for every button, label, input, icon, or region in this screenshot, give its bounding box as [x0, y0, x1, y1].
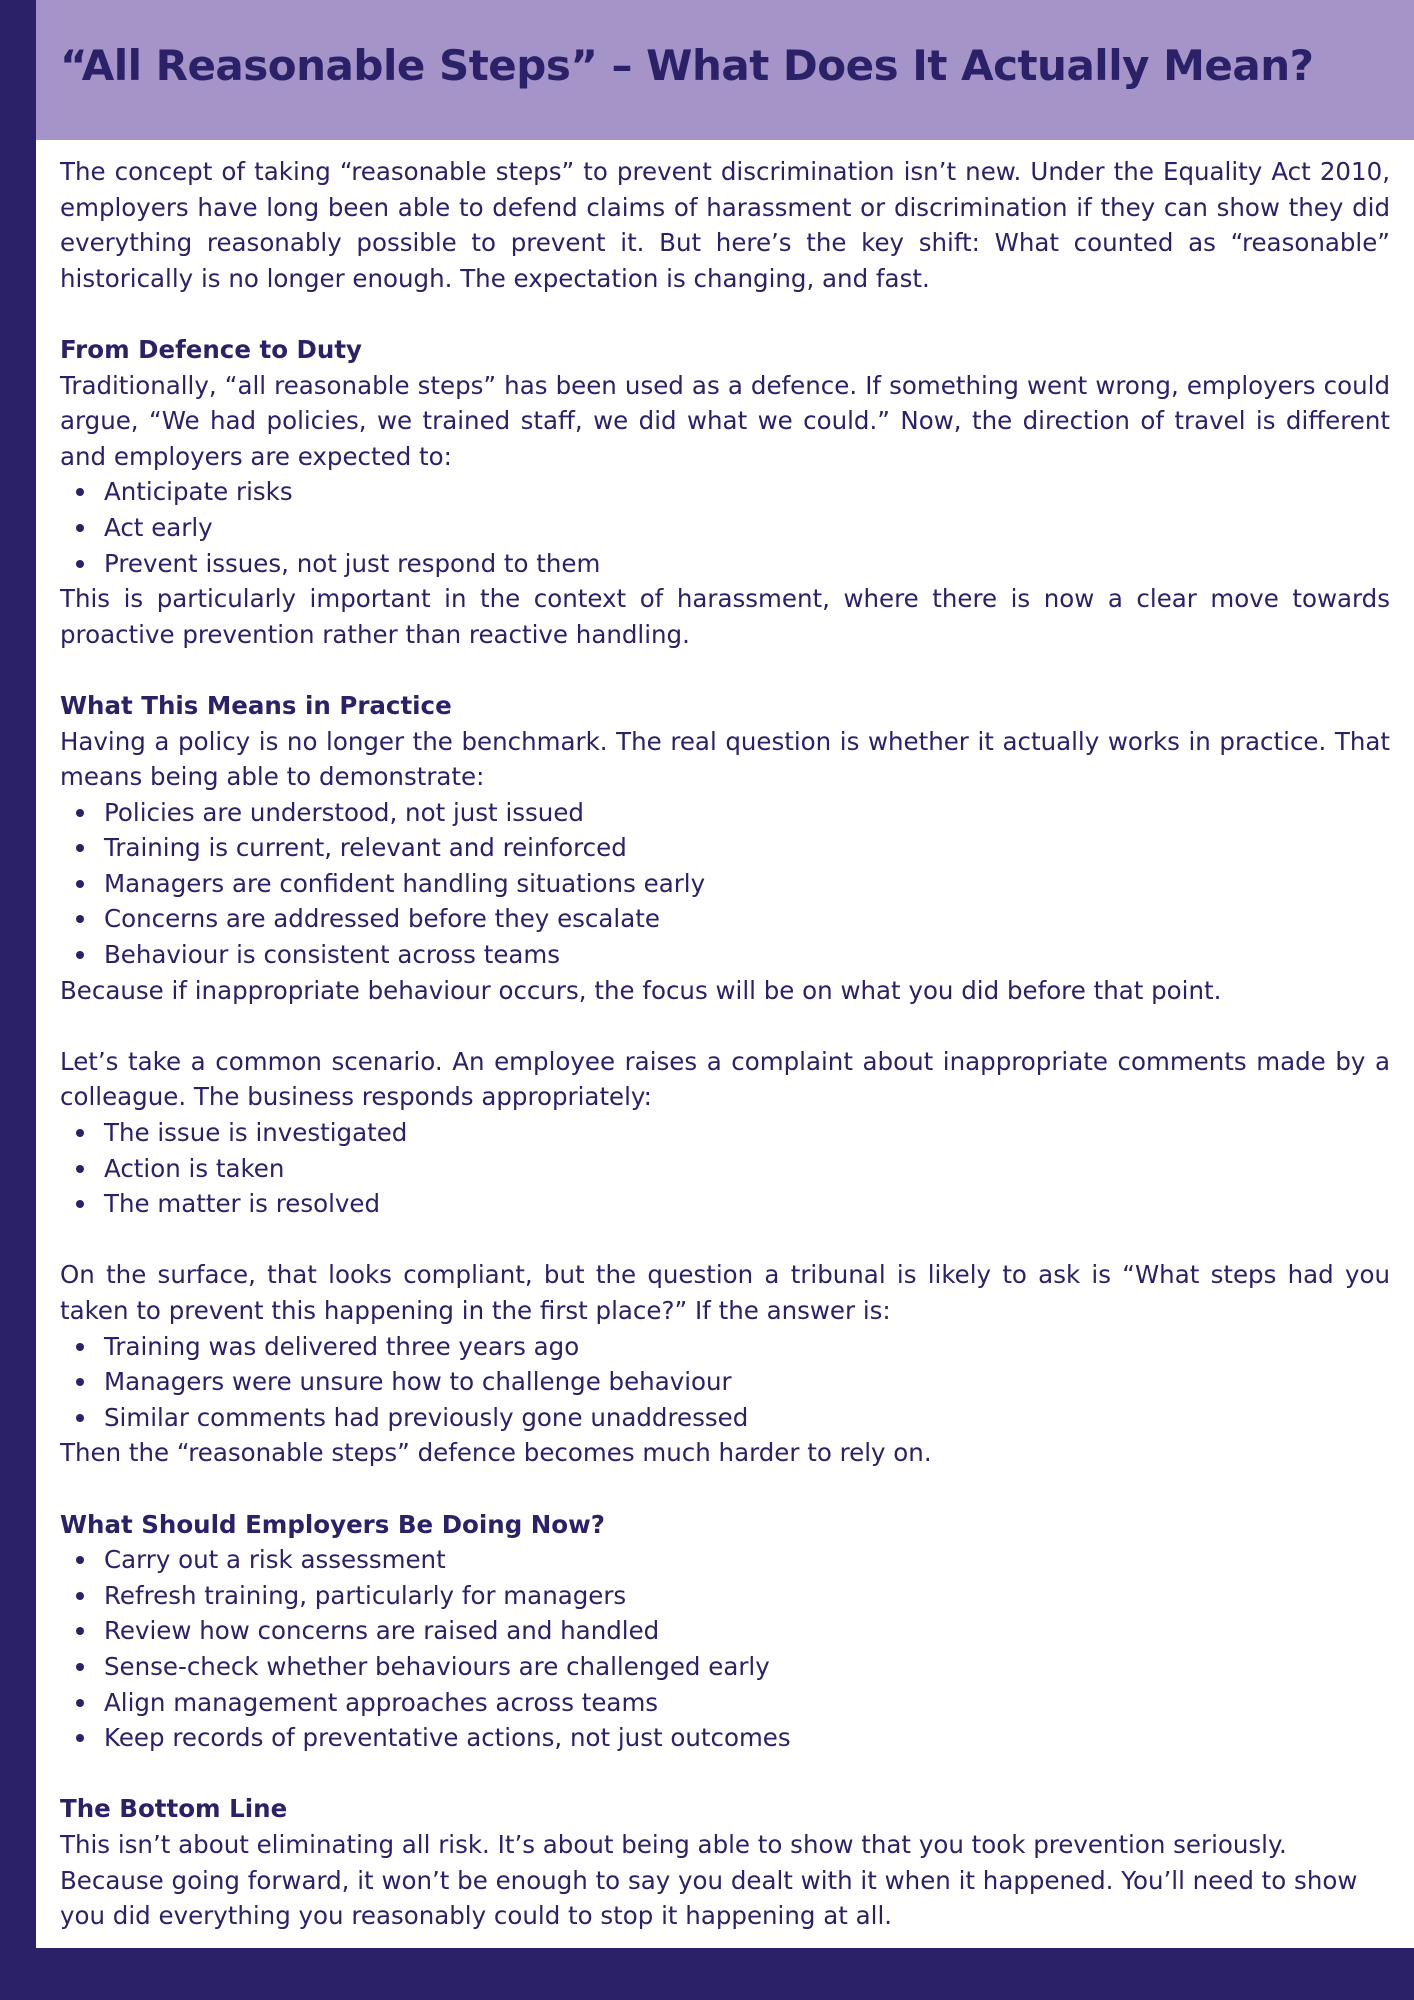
practice-paragraph: Having a policy is no longer the benchmark. The real question is whether it actually works in practice. That means being able to demonstrate: — [60, 726, 1390, 792]
tribunal-closing: Then the “reasonable steps” defence becomes much harder to rely on. — [60, 1438, 932, 1468]
bottom-line-paragraph: This isn’t about eliminating all risk. It’s about being able to show that you took prevention seriously. Because going forward, it won’t be enough to say you dealt with it when it happened. You’ll need to show you did everything you reasonably could to stop it happening at all. — [60, 1829, 1358, 1931]
spacer — [60, 296, 1390, 332]
list-item: Refresh training, particularly for managers — [104, 1578, 1390, 1614]
list-item: Prevent issues, not just respond to them — [104, 546, 1390, 582]
defence-closing: This is particularly important in the context of harassment, where there is now a clear move towards proactive prevention rather than reactive handling. — [60, 584, 1390, 649]
list-item: Review how concerns are raised and handled — [104, 1613, 1390, 1649]
list-item: Similar comments had previously gone unaddressed — [104, 1400, 1390, 1436]
section-heading-defence: From Defence to Duty — [60, 334, 363, 364]
spacer — [60, 1008, 1390, 1044]
defence-list — [60, 474, 1390, 581]
article-body — [60, 154, 1390, 1934]
practice-closing: Because if inappropriate behaviour occurs, the focus will be on what you did before that point. — [60, 975, 1222, 1005]
scenario-list — [60, 1115, 1390, 1222]
spacer — [60, 1222, 1390, 1258]
list-item: Training was delivered three years ago — [104, 1329, 1390, 1365]
footer-bar — [0, 1948, 1414, 2000]
list-item: Carry out a risk assessment — [104, 1542, 1390, 1578]
list-item: Action is taken — [104, 1151, 1390, 1187]
tribunal-paragraph: On the surface, that looks compliant, but the question a tribunal is likely to ask is “What steps had you taken to prevent this happening in the first place?” If the answer is: — [60, 1260, 1390, 1325]
spacer — [60, 1756, 1390, 1792]
list-item: Act early — [104, 510, 1390, 546]
list-item: Policies are understood, not just issued — [104, 795, 1390, 831]
list-item: Sense-check whether behaviours are challenged early — [104, 1649, 1390, 1685]
scenario-paragraph: Let’s take a common scenario. An employee raises a complaint about inappropriate comments made by a colleague. The business responds appropriately: — [60, 1046, 1390, 1112]
left-accent-bar — [0, 0, 36, 2000]
spacer — [60, 652, 1390, 688]
list-item: Behaviour is consistent across teams — [104, 937, 1390, 973]
list-item: Training is current, relevant and reinforced — [104, 830, 1390, 866]
section-heading-bottom-line: The Bottom Line — [60, 1794, 288, 1824]
section-heading-actions: What Should Employers Be Doing Now? — [60, 1509, 605, 1539]
tribunal-list — [60, 1329, 1390, 1436]
actions-list — [60, 1542, 1390, 1756]
list-item: The issue is investigated — [104, 1115, 1390, 1151]
list-item: The matter is resolved — [104, 1186, 1390, 1222]
defence-paragraph: Traditionally, “all reasonable steps” has been used as a defence. If something went wrong, employers could argue, “We had policies, we trained staff, we did what we could.” Now, the direction of travel is different and employers are expected to: — [60, 370, 1390, 471]
practice-list — [60, 795, 1390, 973]
list-item: Anticipate risks — [104, 474, 1390, 510]
page-title: “All Reasonable Steps” – What Does It Actually Mean? — [60, 41, 1314, 90]
list-item: Concerns are addressed before they escalate — [104, 901, 1390, 937]
list-item: Keep records of preventative actions, not just outcomes — [104, 1720, 1390, 1756]
list-item: Managers were unsure how to challenge behaviour — [104, 1364, 1390, 1400]
intro-paragraph: The concept of taking “reasonable steps” to prevent discrimination isn’t new. Under the Equality Act 2010, employers have long been able to defend claims of harassment or discrimination if they can show they did everything reasonably possible to prevent it. But here’s the key shift: What counted as “reasonable” historically is no longer enough. The expectation is changing, and fast. — [60, 157, 1390, 293]
spacer — [60, 1471, 1390, 1507]
list-item: Managers are confident handling situations early — [104, 866, 1390, 902]
list-item: Align management approaches across teams — [104, 1685, 1390, 1721]
section-heading-practice: What This Means in Practice — [60, 690, 452, 720]
